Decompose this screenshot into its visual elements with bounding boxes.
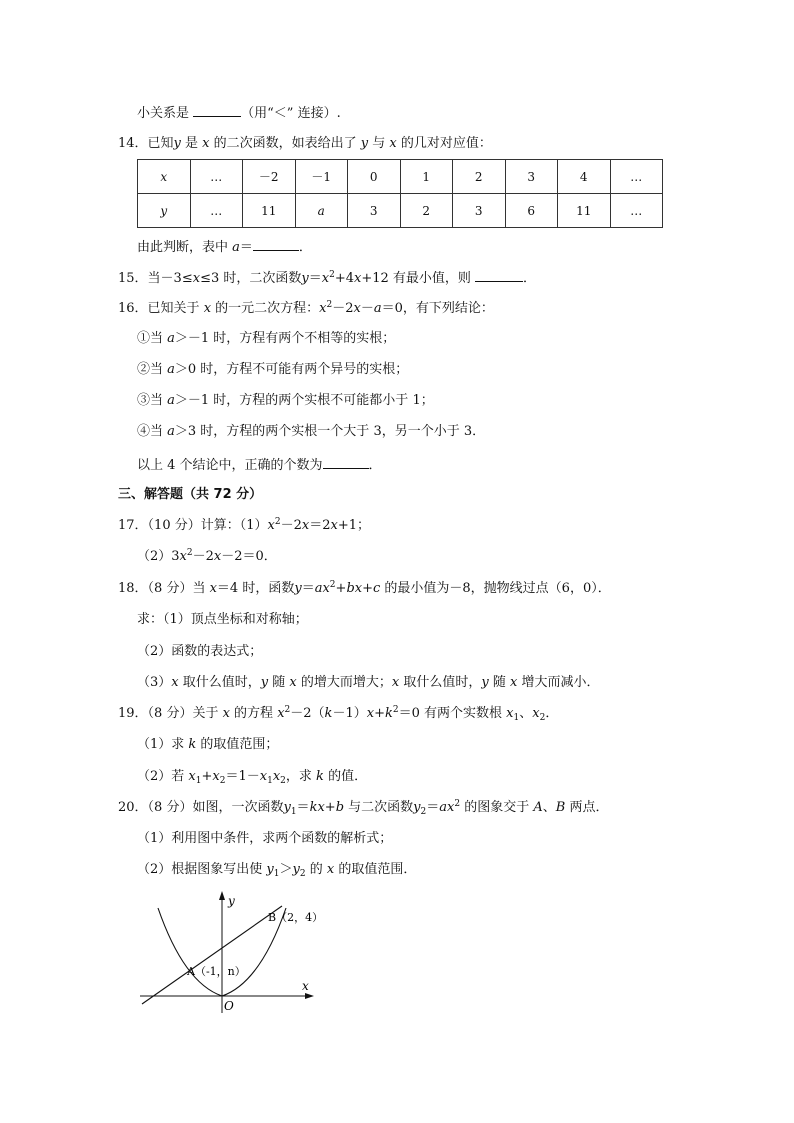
q18-stem: 18．（8 分）当 x＝4 时，函数$y=ax^2+bx+c$ 的最小值为－8，抛物线过点（6，0）．: [118, 580, 611, 596]
x-axis-arrow-icon: [305, 993, 314, 999]
table-cell: －1: [295, 160, 348, 194]
q19-stem: 19．（8 分）关于 x 的方程 $x^2-2(k-1)x+k^2=0$ 有两个实数根 $x_1$、$x_2$．: [118, 705, 559, 723]
function-graph: [132, 888, 332, 1023]
q16-item-2: ②当 a＞0 时，方程不可能有两个异号的实根；: [137, 362, 409, 377]
q14-stem: 14．已知y 是 x 的二次函数，如表给出了 y 与 x 的几对对应值：: [118, 136, 492, 151]
table-row-y: [138, 194, 663, 228]
table-cell: 3: [348, 194, 401, 228]
q18-part-1: 求：（1）顶点坐标和对称轴；: [137, 612, 308, 627]
q19-part-1: （1）求 k 的取值范围；: [137, 737, 279, 752]
q17-part-2: $(2)3x^2-2x-2=0$．: [137, 548, 277, 564]
table-cell: 11: [558, 194, 611, 228]
table-cell: 3: [453, 194, 506, 228]
q17-stem: 17．（10 分）计算：$(1)x^2-2x=2x+1$；: [118, 517, 370, 533]
table-cell: 11: [243, 194, 296, 228]
q16-item-4: ④当 a＞3 时，方程的两个实根一个大于 3，另一个小于 3．: [137, 424, 486, 439]
table-cell: 3: [505, 160, 558, 194]
table-row-x: [138, 160, 663, 194]
answer-blank[interactable]: [253, 237, 299, 251]
q20-part-1: （1）利用图中条件，求两个函数的解析式；: [137, 831, 393, 846]
answer-blank[interactable]: [323, 455, 369, 469]
q16-stem: 16．已知关于 x 的一元二次方程：$x^2-2x-a=0$，有下列结论：: [118, 300, 494, 316]
origin-label: O: [224, 999, 234, 1013]
answer-blank[interactable]: [193, 103, 241, 117]
q20-stem: 20．（8 分）如图，一次函数$y_1=kx+b$ 与二次函数$y_2=ax^2$ 的图象交于 A、B 两点．: [118, 799, 609, 817]
table-cell: －2: [243, 160, 296, 194]
q18-part-3: （3）x 取什么值时，y 随 x 的增大而增大；x 取什么值时，y 随 x 增大而减小．: [137, 675, 600, 690]
q16-conclusion: 以上 4 个结论中，正确的个数为 ．: [137, 455, 382, 475]
q15-stem: 15．当－3≤x≤3 时，二次函数$y=x^2+4x+12$ 有最小值，则 ．: [118, 270, 537, 286]
y-axis-arrow-icon: [219, 891, 225, 900]
table-cell: 1: [400, 160, 453, 194]
q16-item-1: ①当 a＞－1 时，方程有两个不相等的实根；: [137, 331, 396, 346]
table-cell: …: [610, 194, 663, 228]
table-cell: 2: [453, 160, 506, 194]
q20-part-2: （2）根据图象写出使 $y_1>y_2$ 的 x 的取值范围．: [137, 862, 417, 879]
table-cell: …: [190, 160, 243, 194]
y-axis-label: y: [228, 894, 235, 908]
q13-tail: [137, 103, 341, 123]
q19-part-2: （2）若 $x_1+x_2=1-x_1x_2$，求 k 的值．: [137, 769, 368, 786]
table-cell: …: [610, 160, 663, 194]
table-cell: …: [190, 194, 243, 228]
answer-blank[interactable]: [475, 268, 523, 282]
value-table: [137, 159, 663, 228]
table-cell: 2: [400, 194, 453, 228]
q16-item-3: ③当 a＞－1 时，方程的两个实根不可能都小于 1；: [137, 393, 434, 408]
point-a-label: A（-1，n）: [187, 965, 246, 978]
table-cell: x: [138, 160, 191, 194]
point-b-label: B（2，4）: [268, 911, 324, 924]
x-axis-label: x: [302, 979, 309, 993]
table-cell: 6: [505, 194, 558, 228]
table-cell: y: [138, 194, 191, 228]
table-cell: 4: [558, 160, 611, 194]
q13-text-b: （用“＜” 连接）.: [241, 106, 341, 121]
q14-answer-line: 由此判断，表中 a＝ ．: [137, 237, 312, 257]
table-cell: 0: [348, 160, 401, 194]
table-cell: a: [295, 194, 348, 228]
q18-part-2: （2）函数的表达式；: [137, 644, 263, 659]
q13-text-a: 小关系是: [137, 106, 194, 121]
section-heading: 三、解答题（共 72 分）: [118, 487, 263, 502]
